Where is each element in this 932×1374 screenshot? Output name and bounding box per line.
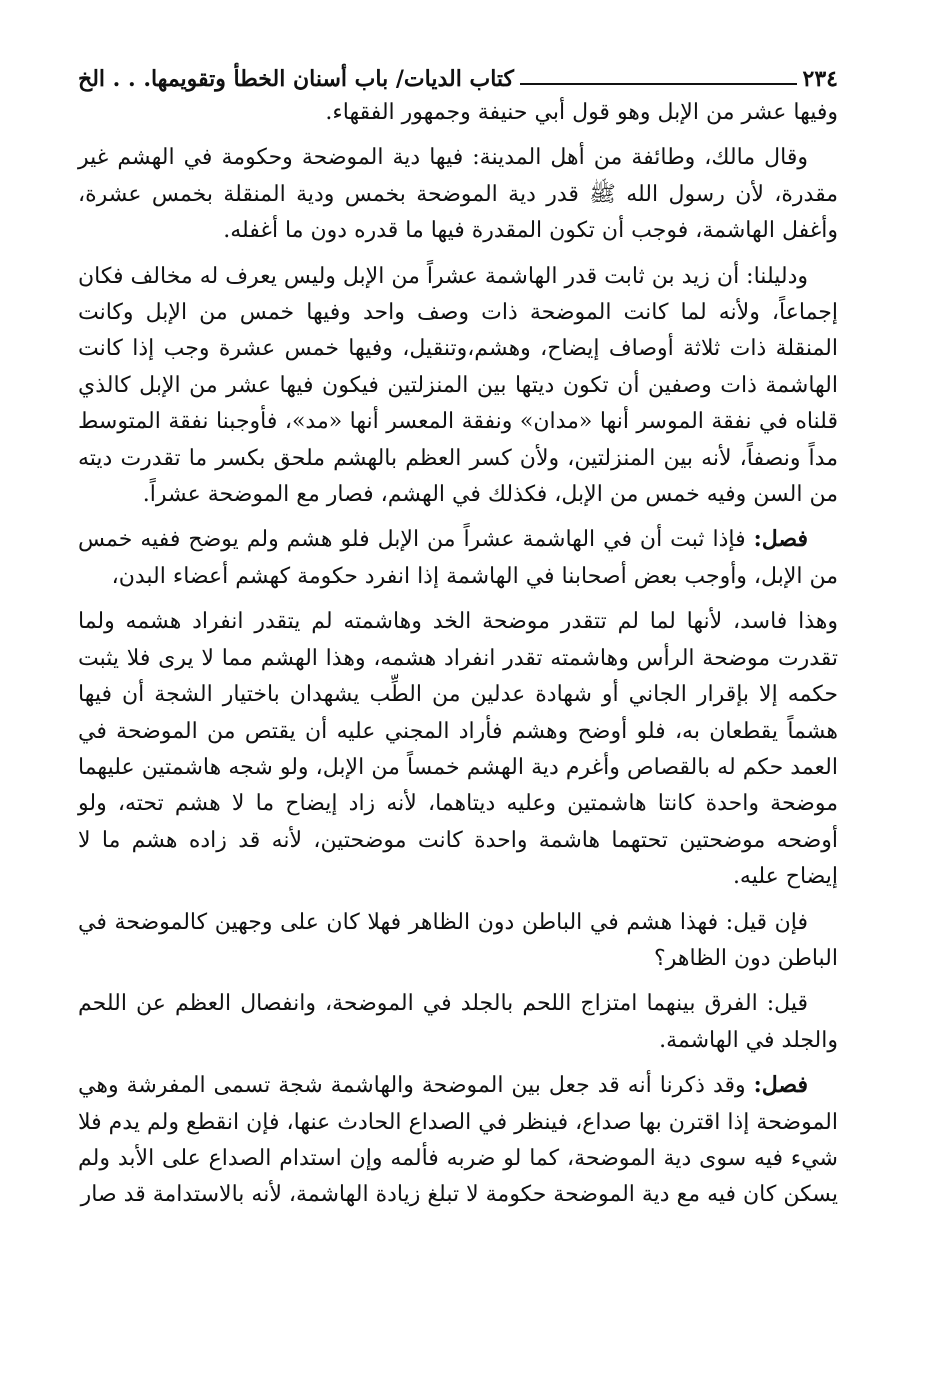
- paragraph-text: وقال مالك، وطائفة من أهل المدينة: فيها دية الموضحة وحكومة في الهشم غير مقدرة، لأن رسول الله ﷺ قدر دية الموضحة بخمس ودية المنقلة بخمس عشرة، وأغفل الهاشمة، فوجب أن تكون المقدرة فيها ما قدره دون ما أغفله.: [78, 145, 838, 244]
- page-body: [78, 94, 838, 1214]
- paragraph-text: فإن قيل: فهذا هشم في الباطن دون الظاهر فهلا كان على وجهين كالموضحة في الباطن دون الظاهر؟: [78, 909, 838, 971]
- paragraph: [78, 258, 838, 514]
- page-header: [78, 58, 838, 92]
- paragraph: [78, 1067, 838, 1214]
- paragraph: [78, 603, 838, 895]
- paragraph: [78, 94, 838, 131]
- section-marker: فصل:: [753, 1072, 808, 1099]
- paragraph-text: وهذا فاسد، لأنها لما لم تتقدر موضحة الخد وهاشمته لم يتقدر انفراد هشمه ولما تقدرت موضحة الرأس وهاشمته تقدر انفراد هشمه، وهذا الهشم مما لا يرى فلا يثبت حكمه إلا بإقرار الجاني أو شهادة عدلين من الطِّب يشهدان باختيار الشجة أن فيها هشماً يقطعان به، فلو أوضح وهشم فأراد المجني عليه أن يقتص من الموضحة في العمد حكم له بالقصاص وأغرم دية الهشم خمساً من الإبل، ولو شجه هاشمتين عليهما موضحة واحدة كانتا هاشمتين وعليه ديتاهما، لأنه زاد إيضاح ما لا هشم تحته، ولو أوضحه موضحتين تحتهما هاشمة واحدة كانت موضحتين، لأنه قد زاده هشم ما لا إيضاح عليه.: [78, 609, 838, 890]
- paragraph: [78, 985, 838, 1059]
- header-rule: [520, 83, 797, 85]
- paragraph: [78, 139, 838, 249]
- paragraph: [78, 521, 838, 595]
- section-marker: فصل:: [753, 526, 808, 553]
- paragraph: [78, 904, 838, 978]
- page-number: ٢٣٤: [802, 66, 838, 92]
- paragraph-text: ودليلنا: أن زيد بن ثابت قدر الهاشمة عشراً من الإبل وليس يعرف له مخالف فكان إجماعاً، ولأنه لما كانت الموضحة ذات وصف واحد وفيها خمس من الإبل وكانت المنقلة ذات ثلاثة أوصاف إيضاح، وهشم،وتنقيل، وفيها خمس عشرة وجب إذا كانت الهاشمة ذات وصفين أن تكون ديتها بين المنزلتين فيكون فيها عشر من الإبل كالذي قلناه في نفقة الموسر أنها «مدان» ونفقة المعسر أنها «مد»، فأوجبنا نفقة المتوسط مداً ونصفاً، لأنه بين المنزلتين، ولأن كسر العظم بالهشم ملحق بكسر ما تقدرت ديته من السن وفيه خمس من الإبل، فكذلك في الهشم، فصار مع الموضحة عشراً.: [78, 263, 838, 508]
- paragraph-text: وفيها عشر من الإبل وهو قول أبي حنيفة وجمهور الفقهاء.: [325, 100, 838, 125]
- paragraph-text: فإذا ثبت أن في الهاشمة عشراً من الإبل فلو هشم ولم يوضح ففيه خمس من الإبل، وأوجب بعض أصحابنا في الهاشمة إذا انفرد حكومة كهشم أعضاء البدن،: [78, 527, 838, 589]
- running-title: كتاب الديات/ باب أسنان الخطأ وتقويمها. . . الخ: [78, 66, 515, 92]
- paragraph-text: قيل: الفرق بينهما امتزاج اللحم بالجلد في الموضحة، وانفصال العظم عن اللحم والجلد في الهاشمة.: [78, 991, 838, 1053]
- paragraph-text: وقد ذكرنا أنه قد جعل بين الموضحة والهاشمة شجة تسمى المفرشة وهي الموضحة إذا اقترن بها صداع، فينظر في الصداع الحادث عنها، فإن انقطع ولم يدم فلا شيء فيه سوى دية الموضحة، كما لو ضربه فألمه وإن استدام الصداع على الأبد ولم يسكن كان فيه مع دية الموضحة حكومة لا تبلغ زيادة الهاشمة، لأنه بالاستدامة قد صار: [78, 1073, 838, 1208]
